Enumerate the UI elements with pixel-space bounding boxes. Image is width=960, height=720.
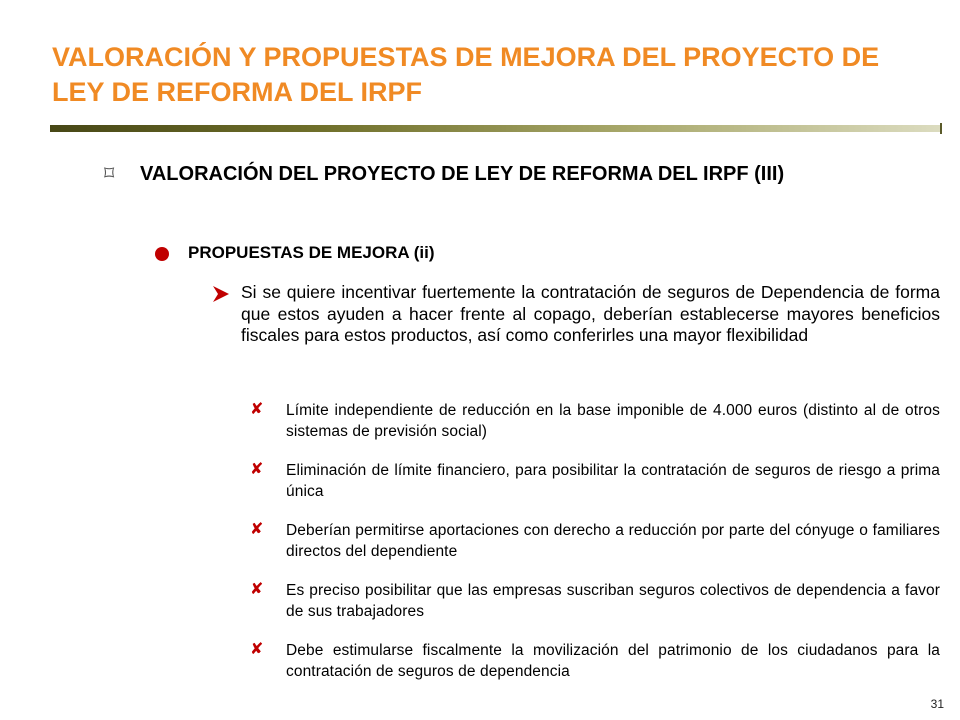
subsection-heading: PROPUESTAS DE MEJORA (ii): [188, 243, 435, 262]
proposal-item: [250, 640, 940, 682]
circle-bullet-icon: [154, 241, 188, 265]
proposal-text: Deberían permitirse aportaciones con derecho a reducción por parte del cónyuge o familiares directos del dependiente: [286, 522, 940, 560]
proposal-item: [250, 520, 940, 562]
cross-bullet-icon: ✘: [250, 461, 264, 478]
cross-bullet-icon: ✘: [250, 641, 264, 658]
title-divider-bar: [50, 125, 942, 132]
cross-bullet-icon: ✘: [250, 401, 264, 418]
section-heading: VALORACIÓN DEL PROYECTO DE LEY DE REFORMA DEL IRPF (III): [140, 163, 785, 185]
level1-bullet-item: [104, 162, 940, 186]
proposal-item: [250, 400, 940, 442]
slide-title: VALORACIÓN Y PROPUESTAS DE MEJORA DEL PROYECTO DE LEY DE REFORMA DEL IRPF: [52, 42, 880, 107]
level2-bullet-item: [154, 241, 940, 265]
proposal-item: [250, 580, 940, 622]
main-paragraph: Si se quiere incentivar fuertemente la contratación de seguros de Dependencia de forma que estos ayuden a hacer frente al copago, deberían establecerse mayores beneficios fiscales para estos productos, así como conferirles una mayor flexibilidad: [241, 282, 940, 345]
cross-bullet-icon: ✘: [250, 581, 264, 598]
arrowhead-bullet-icon: [212, 282, 241, 306]
proposal-text: Es preciso posibilitar que las empresas suscriban seguros colectivos de dependencia a favor de sus trabajadores: [286, 582, 940, 620]
proposal-text: Límite independiente de reducción en la base imponible de 4.000 euros (distinto al de otros sistemas de previsión social): [286, 402, 940, 440]
proposal-text: Debe estimularse fiscalmente la movilización del patrimonio de los ciudadanos para la contratación de seguros de dependencia: [286, 642, 940, 680]
level3-bullet-item: [212, 282, 940, 347]
cross-bullet-icon: ✘: [250, 521, 264, 538]
square-star-bullet-icon: ⌑: [104, 163, 115, 185]
page-number: 31: [930, 697, 944, 711]
proposal-item: [250, 460, 940, 502]
proposal-text: Eliminación de límite financiero, para posibilitar la contratación de seguros de riesgo a prima única: [286, 462, 940, 500]
